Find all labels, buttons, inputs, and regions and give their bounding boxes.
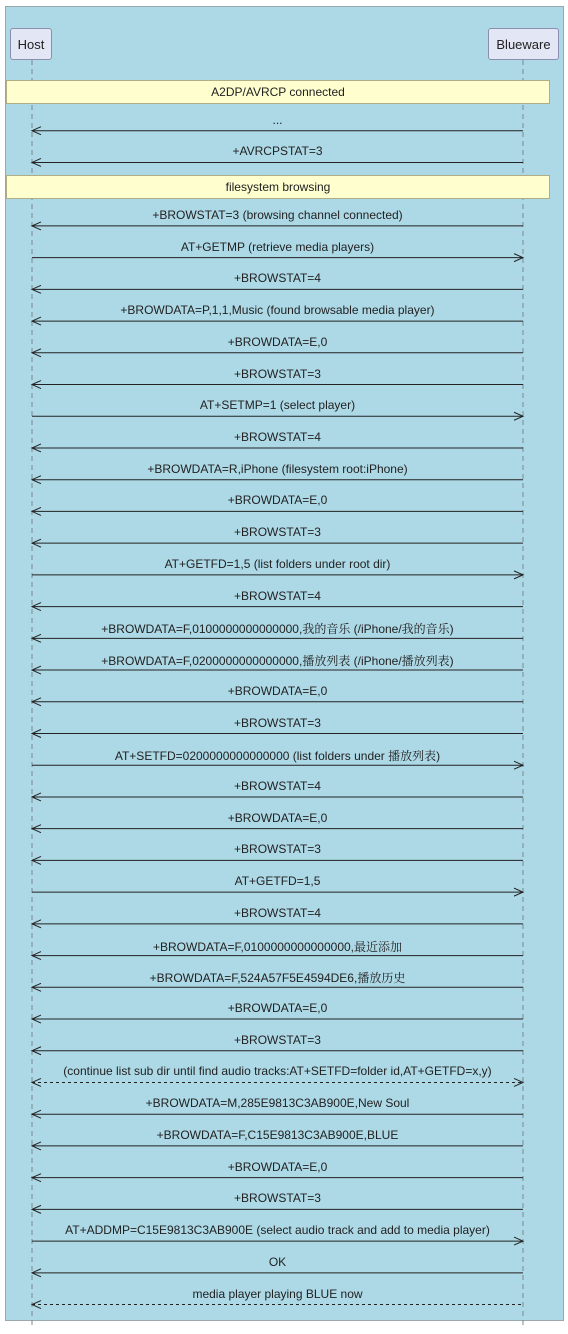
message-label: +BROWDATA=F,0100000000000000,最近添加	[152, 939, 403, 954]
message-label: +BROWDATA=F,C15E9813C3AB900E,BLUE	[156, 1127, 399, 1142]
message-label: +BROWDATA=E,0	[227, 810, 328, 825]
message-label: +BROWSTAT=3	[234, 525, 321, 540]
message-label: AT+SETFD=0200000000000000 (list folders under 播放列表)	[114, 749, 441, 764]
message-label: +BROWDATA=F,524A57F5E4594DE6,播放历史	[149, 971, 406, 986]
message-label: AT+GETFD=1,5	[234, 874, 321, 889]
message-label: +BROWDATA=E,0	[227, 1159, 328, 1174]
section-note: A2DP/AVRCP connected	[6, 80, 550, 104]
message-label: +BROWDATA=R,iPhone (filesystem root:iPhone)	[147, 461, 408, 476]
message-label: AT+GETFD=1,5 (list folders under root dir)	[164, 556, 391, 571]
message-label: AT+ADDMP=C15E9813C3AB900E (select audio track and add to media player)	[65, 1223, 490, 1238]
message-label: +BROWSTAT=4	[234, 905, 321, 920]
message-label: AT+GETMP (retrieve media players)	[180, 239, 375, 254]
message-label: +BROWSTAT=3	[234, 1032, 321, 1047]
participant-blueware: Blueware	[488, 28, 559, 60]
participant-host: Host	[10, 28, 52, 60]
message-label: +BROWSTAT=4	[234, 429, 321, 444]
message-label: +BROWSTAT=4	[234, 588, 321, 603]
message-label: +BROWDATA=E,0	[227, 493, 328, 508]
message-label: +BROWDATA=E,0	[227, 683, 328, 698]
message-label: +BROWDATA=F,0200000000000000,播放列表 (/iPhone/播放列表)	[101, 654, 454, 669]
message-label: media player playing BLUE now	[192, 1286, 363, 1301]
message-label: OK	[268, 1254, 287, 1269]
message-label: (continue list sub dir until find audio tracks:AT+SETFD=folder id,AT+GETFD=x,y)	[63, 1064, 492, 1079]
message-label: +BROWDATA=F,0100000000000000,我的音乐 (/iPhone/我的音乐)	[101, 622, 454, 637]
message-label: +BROWSTAT=3	[234, 366, 321, 381]
message-label: +BROWDATA=E,0	[227, 1001, 328, 1016]
message-label: +BROWDATA=P,1,1,Music (found browsable media player)	[120, 303, 435, 318]
message-label: +BROWSTAT=3	[234, 1191, 321, 1206]
message-label: +BROWDATA=E,0	[227, 334, 328, 349]
message-label: +BROWDATA=M,285E9813C3AB900E,New Soul	[145, 1096, 410, 1111]
message-label: +BROWSTAT=4	[234, 271, 321, 286]
message-label: +BROWSTAT=4	[234, 778, 321, 793]
message-label: ...	[272, 112, 283, 127]
message-label: +BROWSTAT=3	[234, 715, 321, 730]
message-label: +AVRCPSTAT=3	[232, 144, 323, 159]
section-note: filesystem browsing	[6, 175, 550, 199]
message-label: +BROWSTAT=3 (browsing channel connected)	[152, 207, 403, 222]
message-label: AT+SETMP=1 (select player)	[199, 398, 356, 413]
message-label: +BROWSTAT=3	[234, 842, 321, 857]
